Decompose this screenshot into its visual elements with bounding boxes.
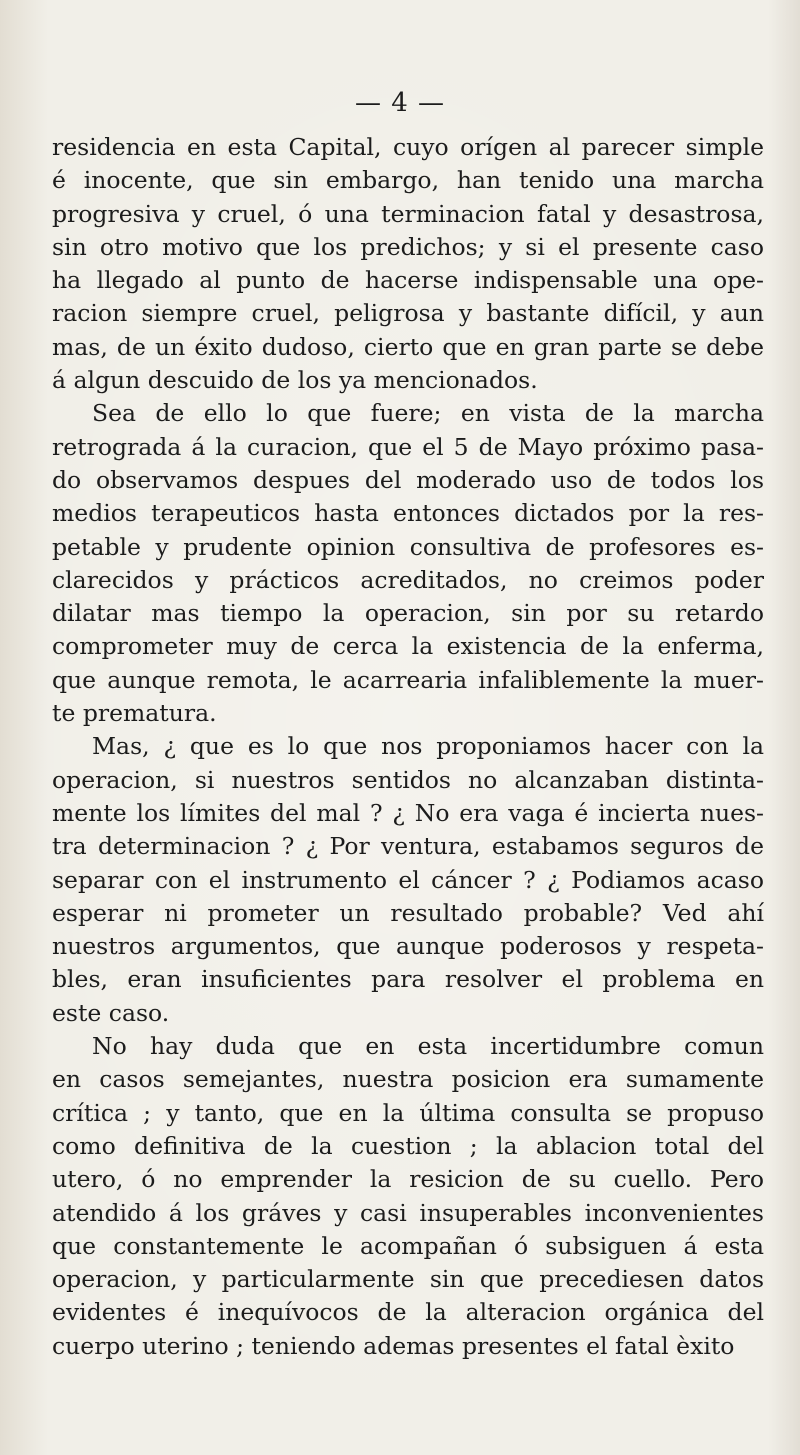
text-line: como definitiva de la cuestion ; la ablacion total del (52, 1131, 764, 1160)
text-line: ha llegado al punto de hacerse indispensable una ope- (52, 266, 764, 295)
text-line: este caso. (52, 998, 170, 1027)
paragraph (52, 131, 764, 397)
paragraph (52, 1030, 764, 1363)
text-line: No hay duda que en esta incertidumbre comun (92, 1032, 764, 1061)
text-line: separar con el instrumento el cáncer ? ¿ Podiamos acaso (52, 865, 764, 894)
text-line: tra determinacion ? ¿ Por ventura, estabamos seguros de (52, 832, 764, 861)
text-line: operacion, y particularmente sin que precediesen datos (52, 1265, 764, 1294)
text-line: medios terapeuticos hasta entonces dictados por la res- (52, 499, 764, 528)
text-line: nuestros argumentos, que aunque poderosos y respeta- (52, 932, 764, 961)
page-number: — 4 — (354, 88, 446, 118)
text-line: utero, ó no emprender la resicion de su cuello. Pero (52, 1165, 764, 1194)
text-line: residencia en esta Capital, cuyo orígen al parecer simple (52, 133, 764, 161)
body-text (52, 131, 764, 1363)
text-line: en casos semejantes, nuestra posicion era sumamente (52, 1065, 764, 1094)
text-line: que aunque remota, le acarrearia infaliblemente la muer- (52, 665, 764, 694)
text-line: te prematura. (52, 699, 217, 728)
text-line: evidentes é inequívocos de la alteracion orgánica del (52, 1298, 764, 1327)
text-line: que constantemente le acompañan ó subsiguen á esta (52, 1231, 764, 1260)
text-line: é inocente, que sin embargo, han tenido una marcha (52, 166, 764, 195)
text-line: mas, de un éxito dudoso, cierto que en gran parte se debe (52, 332, 764, 361)
text-line: petable y prudente opinion consultiva de profesores es- (52, 532, 764, 561)
text-line: sin otro motivo que los predichos; y si el presente caso (52, 232, 764, 261)
text-line: retrograda á la curacion, que el 5 de Mayo próximo pasa- (52, 432, 764, 461)
text-line: dilatar mas tiempo la operacion, sin por su retardo (52, 599, 764, 628)
paragraph (52, 397, 764, 730)
text-line: cuerpo uterino ; teniendo ademas presentes el fatal èxito (52, 1331, 735, 1360)
text-line: racion siempre cruel, peligrosa y bastante difícil, y aun (52, 299, 764, 328)
text-line: comprometer muy de cerca la existencia de la enferma, (52, 632, 764, 661)
text-line: Sea de ello lo que fuere; en vista de la marcha (92, 399, 764, 428)
text-line: crítica ; y tanto, que en la última consulta se propuso (52, 1098, 764, 1127)
text-line: atendido á los gráves y casi insuperables inconvenientes (52, 1198, 764, 1227)
text-line: á algun descuido de los ya mencionados. (52, 366, 538, 395)
text-line: clarecidos y prácticos acreditados, no creimos poder (52, 565, 764, 594)
text-line: mente los límites del mal ? ¿ No era vaga é incierta nues- (52, 798, 764, 827)
text-line: progresiva y cruel, ó una terminacion fatal y desastrosa, (52, 199, 764, 228)
text-line: Mas, ¿ que es lo que nos proponiamos hacer con la (92, 732, 764, 761)
text-line: do observamos despues del moderado uso de todos los (52, 465, 764, 494)
paragraph (52, 730, 764, 1030)
text-line: operacion, si nuestros sentidos no alcanzaban distinta- (52, 765, 764, 794)
text-line: bles, eran insuficientes para resolver el problema en (52, 965, 764, 994)
text-line: esperar ni prometer un resultado probable? Ved ahí (52, 898, 764, 927)
